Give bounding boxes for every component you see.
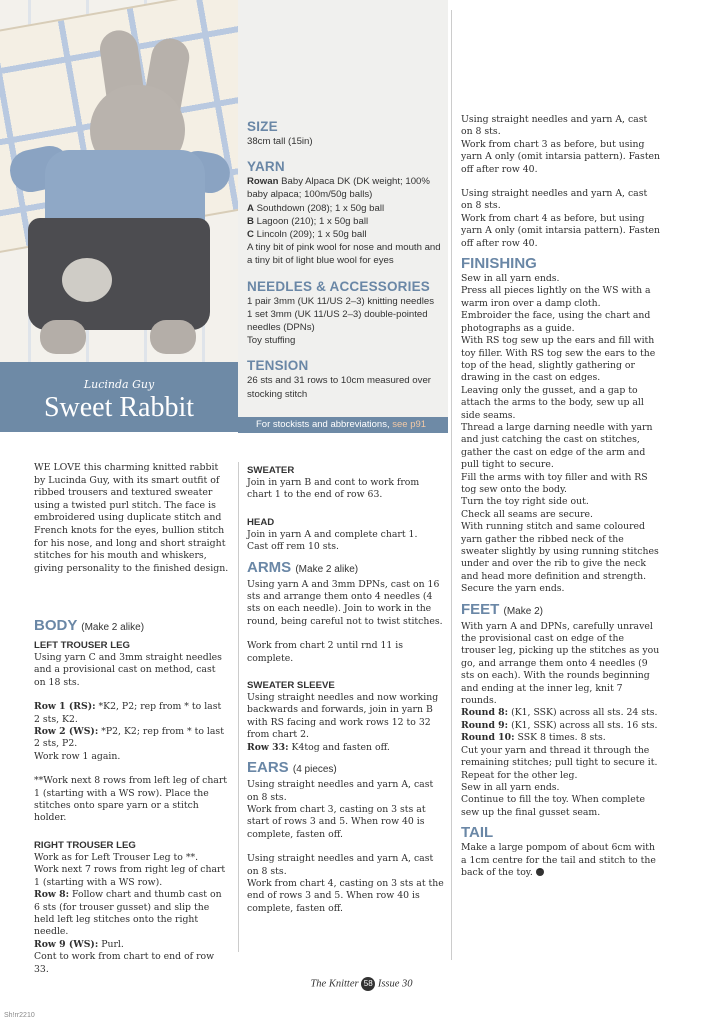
yarn-main: Rowan Baby Alpaca DK (DK weight; 100% baby alpaca; 100m/50g balls) <box>247 176 430 201</box>
needles-2: 1 set 3mm (UK 11/US 2–3) double-pointed needles (DPNs) <box>247 308 428 334</box>
size-heading: SIZE <box>247 119 278 134</box>
feet-p3: Repeat for the other leg. <box>461 769 578 781</box>
rabbit-tail <box>62 258 112 302</box>
right-leg-heading: RIGHT TROUSER LEG <box>34 839 136 851</box>
column-3 <box>461 114 661 879</box>
stockists-bar: For stockists and abbreviations, see p91 <box>238 417 448 433</box>
magazine-name: The Knitter <box>310 978 359 990</box>
round10: Round 10: SSK 8 times. 8 sts. <box>461 732 606 744</box>
tension-heading: TENSION <box>247 358 309 374</box>
fin4: With RS tog sew up the ears and fill with toy filler. With RS tog sew the ears to the top of the head, slightly gathering or drawing in the cast on edges. <box>461 335 656 384</box>
yarn-extra: A tiny bit of pink wool for nose and mouth and a tiny bit of light blue wool for eyes <box>247 242 441 267</box>
sleeve-p: Using straight needles and now working backwards and forwards, join in yarn B with RS facing and work rows 12 to 32 from chart 2. <box>247 692 439 741</box>
feet-p1: With yarn A and DPNs, carefully unravel the provisional cast on edge of the trouser leg, picking up the stitches as you go, and arrange them onto 4 needles (9 sts on each). With the rounds beginning and ending at the inner leg, knit 7 rounds. <box>461 620 660 707</box>
fin3: Embroider the face, using the chart and photographs as a guide. <box>461 310 651 334</box>
designer-name: Lucinda Guy <box>83 378 155 391</box>
head-heading: HEAD <box>247 516 275 528</box>
row8: Row 8: Follow chart and thumb cast on 6 sts (for trouser gusset) and slip the held left leg stitches onto the right needle. <box>34 889 222 938</box>
ears-p4: Work from chart 4, casting on 3 sts at the end of rows 3 and 5. When row 40 is complete, fasten off. <box>247 877 444 914</box>
tail-p: Make a large pompom of about 6cm with a 1cm centre for the tail and stitch to the back of the toy. <box>461 842 656 878</box>
arms-p1: Using yarn A and 3mm DPNs, cast on 16 sts and arrange them onto 4 needles (4 sts on each needle). Join to work in the round, being careful not to twist stitches. <box>247 578 443 627</box>
column-divider-2 <box>451 10 452 960</box>
sleeve-heading: SWEATER SLEEVE <box>247 680 335 692</box>
rabbit-foot-right <box>150 320 196 354</box>
row1: Row 1 (RS): *K2, P2; rep from * to last 2 sts, K2. <box>34 701 222 725</box>
yarn-a: A Southdown (208); 1 x 50g ball <box>247 202 385 214</box>
size-value: 38cm tall (15in) <box>247 136 313 147</box>
page-number: 58 <box>361 977 375 991</box>
left-leg-p1: Using yarn C and 3mm straight needles and a provisional cast on method, cast on 18 sts. <box>34 652 222 688</box>
cont-chart: Cont to work from chart to end of row 33. <box>34 951 215 975</box>
issue-number: Issue 30 <box>377 978 413 990</box>
arms-p2: Work from chart 2 until rnd 11 is complete. <box>247 640 404 664</box>
body-heading: BODY (Make 2 alike) <box>34 617 145 634</box>
head-p2: Cast off rem 10 sts. <box>247 541 340 553</box>
sweater-p: Join in yarn B and cont to work from chart 1 to the end of row 63. <box>247 477 420 501</box>
rabbit-trousers <box>28 218 210 330</box>
finishing-heading: FINISHING <box>461 255 537 273</box>
fin5: Leaving only the gusset, and a gap to attach the arms to the body, sew up all side seams. <box>461 384 644 421</box>
col3-p1: Using straight needles and yarn A, cast on 8 sts. <box>461 114 648 138</box>
fin8: Turn the toy right side out. <box>461 496 589 508</box>
round8: Round 8: (K1, SSK) across all sts. 24 sts. <box>461 707 658 719</box>
yarn-c: C Lincoln (209); 1 x 50g ball <box>247 229 367 241</box>
fin9: Check all seams are secure. <box>461 508 594 520</box>
work-next: **Work next 8 rows from left leg of chart 1 (starting with a WS row). Place the stitches onto spare yarn or a stitch holder. <box>34 775 228 824</box>
end-mark-icon <box>536 868 544 876</box>
needles-heading: NEEDLES & ACCESSORIES <box>247 278 430 294</box>
tail-heading: TAIL <box>461 824 494 842</box>
rabbit-foot-left <box>40 320 86 354</box>
fin10: With running stitch and same coloured yarn gather the ribbed neck of the sweater slightly by using running stitches under and over the rib to give the neck and head more definition and strength. <box>461 521 659 582</box>
column-2 <box>247 462 447 915</box>
pattern-title: Sweet Rabbit <box>43 392 195 423</box>
col3-p4: Work from chart 4 as before, but using yarn A only (omit intarsia pattern). Fasten off after row 40. <box>461 212 661 249</box>
round9: Round 9: (K1, SSK) across all sts. 16 sts. <box>461 719 658 731</box>
intro-text: WE LOVE this charming knitted rabbit by Lucinda Guy, with its smart outfit of ribbed trousers and textured sweater using a twisted purl stitch. The face is embroidered using duplicate stitch and French knots for the eyes, bullion stitch for his nose, and long and short straight stitches for his mouth and whiskers, giving personality to the finished design. <box>34 462 229 574</box>
fin11: Secure the yarn ends. <box>461 583 565 595</box>
head-p1: Join in yarn A and complete chart 1. <box>247 528 418 540</box>
needles-1: 1 pair 3mm (UK 11/US 2–3) knitting needles <box>247 295 434 307</box>
yarn-b: B Lagoon (210); 1 x 50g ball <box>247 215 369 227</box>
page-footer <box>0 977 723 991</box>
col3-p2: Work from chart 3 as before, but using yarn A only (omit intarsia pattern). Fasten off after row 40. <box>461 138 661 175</box>
left-leg-heading: LEFT TROUSER LEG <box>34 640 130 651</box>
hero-photo <box>0 0 238 362</box>
needles-3: Toy stuffing <box>247 335 296 347</box>
row-again: Work row 1 again. <box>34 750 121 762</box>
column-1 <box>34 612 229 976</box>
ears-heading: EARS (4 pieces) <box>247 759 337 777</box>
fin1: Sew in all yarn ends. <box>461 273 560 285</box>
ears-p3: Using straight needles and yarn A, cast on 8 sts. <box>247 853 434 877</box>
feet-p2: Cut your yarn and thread it through the remaining stitches; pull tight to secure it. <box>461 744 658 769</box>
feet-heading: FEET (Make 2) <box>461 600 543 618</box>
row2: Row 2 (WS): *P2, K2; rep from * to last 2 sts, P2. <box>34 726 224 750</box>
info-content <box>247 112 443 401</box>
yarn-heading: YARN <box>247 159 285 175</box>
row9: Row 9 (WS): Purl. <box>34 938 124 950</box>
fin7: Fill the arms with toy filler and with RS tog sew onto the body. <box>461 471 648 495</box>
ears-p1: Using straight needles and yarn A, cast on 8 sts. <box>247 779 434 803</box>
feet-p4: Sew in all yarn ends. <box>461 781 560 793</box>
column-divider-1 <box>238 462 239 952</box>
fin2: Press all pieces lightly on the WS with a warm iron over a damp cloth. <box>461 285 651 309</box>
right-leg-p2: Work next 7 rows from right leg of chart 1 (starting with a WS row). <box>34 864 226 888</box>
tension-value: 26 sts and 31 rows to 10cm measured over stocking stitch <box>247 375 431 400</box>
right-leg-p1: Work as for Left Trouser Leg to **. <box>34 851 199 863</box>
row33: Row 33: K4tog and fasten off. <box>247 741 390 753</box>
feet-p5: Continue to fill the toy. When complete sew up the final gusset seam. <box>461 794 645 818</box>
watermark: Sh!rr2210 <box>4 1012 35 1019</box>
sweater-heading: SWEATER <box>247 465 295 476</box>
fin6: Thread a large darning needle with yarn and just catching the cast on stitches, gather the cast on edge of the arm and pull tight to secure. <box>461 421 653 471</box>
ears-p2: Work from chart 3, casting on 3 sts at start of rows 3 and 5. When row 40 is complete, fasten off. <box>247 803 426 840</box>
stockists-link[interactable]: see p91 <box>392 419 427 430</box>
arms-heading: ARMS (Make 2 alike) <box>247 558 359 576</box>
col3-p3: Using straight needles and yarn A, cast on 8 sts. <box>461 188 648 212</box>
